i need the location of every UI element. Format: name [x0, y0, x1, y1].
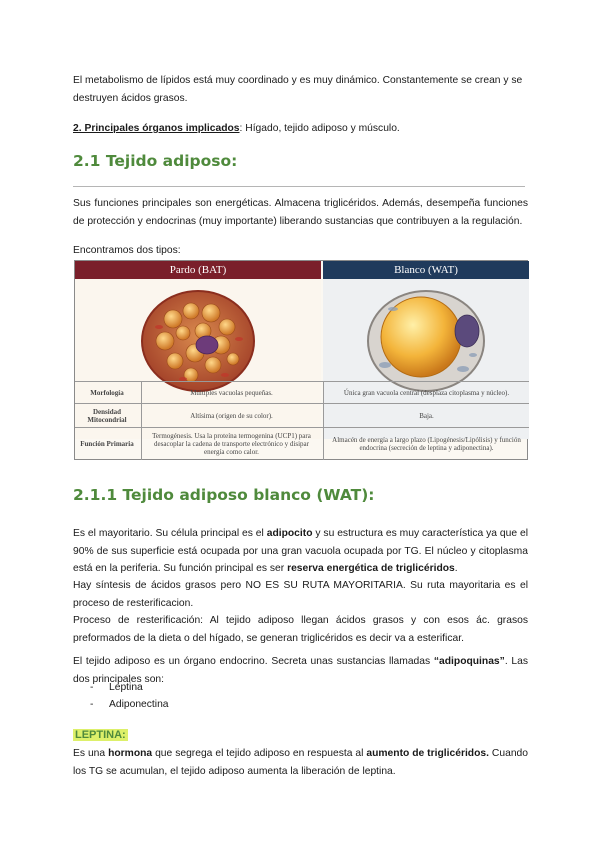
adipose-comparison-figure: [74, 260, 528, 460]
leptina-text-e: Cuando los TG se acumulan, el tejido adiposo aumenta la liberación de leptina.: [73, 748, 528, 777]
row-label: Morfología: [90, 388, 124, 397]
list-item: Leptina: [109, 682, 143, 693]
wat-p1-text-a: Es el mayoritario. Su célula principal es el: [73, 528, 267, 539]
table-row: [75, 427, 529, 460]
reserva-term: reserva energética de triglicéridos: [287, 563, 455, 574]
wat-p4-text-a: El tejido adiposo es un órgano endocrino. Secreta unas sustancias llamadas: [73, 656, 434, 667]
table-row: [75, 403, 529, 427]
adipoquinas-term: “adipoquinas”: [433, 656, 505, 667]
organs-text: : Hígado, tejido adiposo y músculo.: [239, 123, 400, 134]
leptina-text-c: que segrega el tejido adiposo en respuesta al: [152, 748, 367, 759]
section-2-1-title: 2.1 Tejido adiposo:: [73, 152, 238, 170]
types-intro: Encontramos dos tipos:: [73, 245, 181, 256]
organs-paragraph: [73, 120, 528, 138]
intro-paragraph: [73, 72, 528, 107]
table-row: [75, 381, 529, 403]
wat-cell-text: Única gran vacuola central (desplaza citoplasma y núcleo).: [323, 382, 529, 403]
list-item: Adiponectina: [109, 699, 169, 710]
wat-p1-text-e: .: [454, 563, 458, 574]
wat-cell-text: Almacén de energía a largo plazo (Lipogénesis/Lipólisis) y función endocrina (secreción de leptina y adiponectina).: [323, 428, 529, 460]
aumento-term: aumento de triglicéridos.: [366, 748, 489, 759]
wat-paragraph-2: Hay síntesis de ácidos grasos pero NO ES SU RUTA MAYORITARIA. Su ruta mayoritaria es el proceso de resterificacion.: [73, 580, 528, 609]
bat-header: Pardo (BAT): [75, 261, 321, 279]
section-divider: [73, 186, 525, 187]
leptina-text-a: Es una: [73, 748, 109, 759]
list-item-dash: -: [90, 682, 94, 693]
wat-cell-text: Baja.: [323, 404, 529, 427]
intro-line-2: destruyen ácidos grasos.: [73, 92, 188, 104]
leptina-paragraph: [73, 745, 528, 780]
row-label: Densidad Mitocondrial: [87, 407, 127, 424]
list-item-dash: -: [90, 699, 94, 710]
bat-cell-text: Termogénesis. Usa la proteína termogenina (UCP1) para desacoplar la cadena de transporte electrónico y disipar energía como calor.: [141, 428, 321, 460]
intro-line-1: El metabolismo de lípidos está muy coordinado y es muy dinámico. Constantemente se crean y se: [73, 75, 523, 86]
section-2-1-1-title: 2.1.1 Tejido adiposo blanco (WAT):: [73, 486, 375, 504]
hormona-term: hormona: [108, 748, 153, 759]
adipocito-term: adipocito: [266, 528, 313, 539]
bat-cell-text: Múltiples vacuolas pequeñas.: [141, 382, 321, 403]
bat-cell-text: Altísima (origen de su color).: [141, 404, 321, 427]
wat-header: Blanco (WAT): [323, 261, 529, 279]
section-2-1-paragraph: Sus funciones principales son energéticas. Almacena triglicéridos. Además, desempeña funciones de protección y endocrinas (muy importante) liberando sustancias que contribuyen a la regulación.: [73, 198, 528, 227]
organs-label: 2. Principales órganos implicados: [73, 123, 240, 134]
leptina-title-row: [73, 727, 528, 745]
leptina-title: LEPTINA:: [75, 729, 126, 741]
row-label: Función Primaria: [80, 440, 134, 448]
wat-paragraph-1: [73, 525, 528, 578]
wat-paragraph-3: Proceso de resterificación: Al tejido adiposo llegan ácidos grasos y con esos ác. grasos preformados de la dieta o del hígado, se generan triglicéridos es decir va a esterificar.: [73, 615, 528, 644]
wat-p4-text-c: . Las dos principales son:: [73, 656, 528, 685]
wat-p1-text-c: y su estructura es muy característica ya que el 90% de sus superficie está ocupada por una gran vacuola ocupada por TG. El núcleo y citoplasma está en la periferia. Su función principal es ser: [73, 528, 528, 574]
